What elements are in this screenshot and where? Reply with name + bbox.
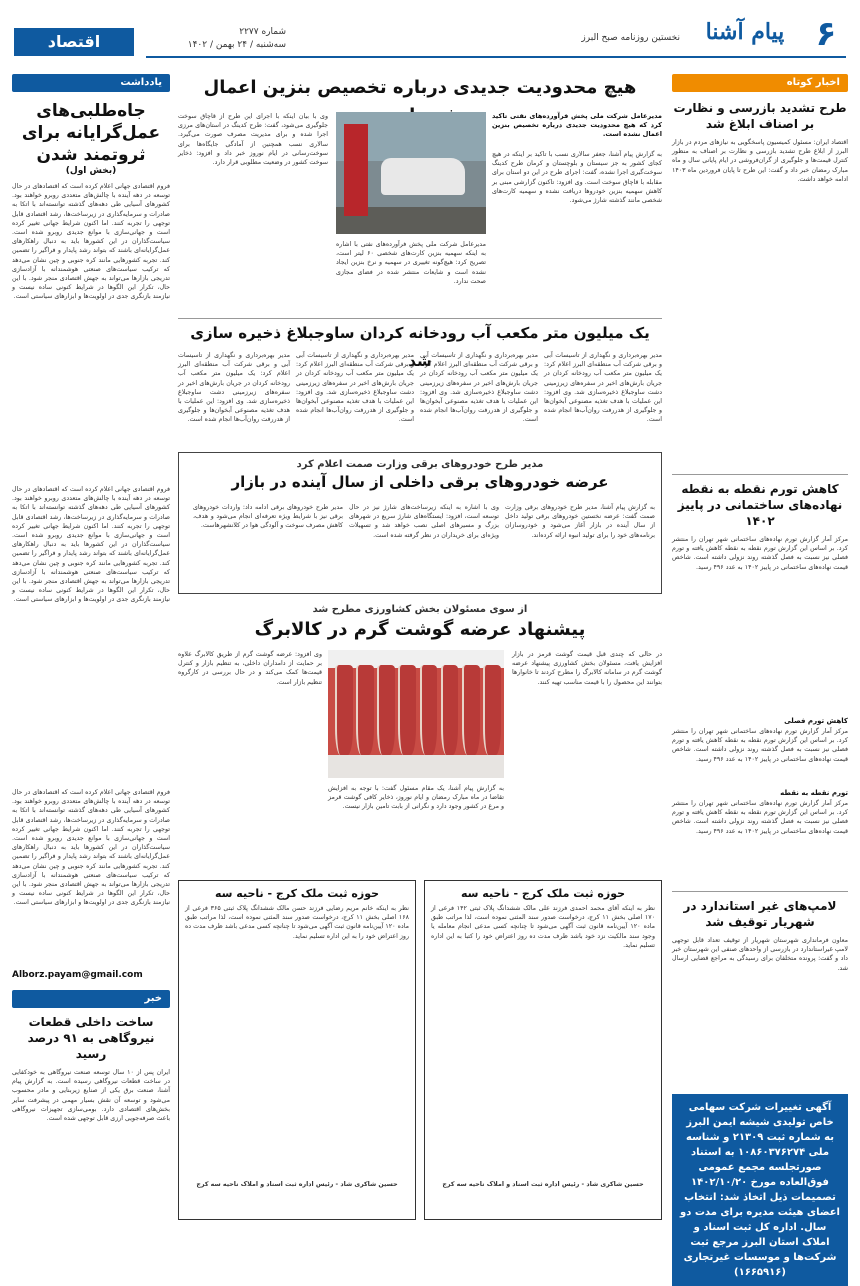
author-email: Alborz.payam@gmail.com	[12, 970, 143, 980]
water-body-col4: مدیر بهره‌برداری و نگهداری از تاسیسات آبی و برقی شرکت آب منطقه‌ای البرز اعلام کرد: یک میلیون متر مکعب آب رودخانه کردان در جریان بارش‌های اخیر در سفره‌های زیرزمینی دشت ساوجبلاغ ذخیره‌سازی شد. وی افزود: این عملیات با هدف تغذیه مصنوعی آبخوان‌ها و جلوگیری از هدررفت روان‌آب‌ها انجام شده است.	[178, 352, 290, 424]
water-headline: یک میلیون متر مکعب آب رودخانه کردان ساوجبلاغ ذخیره سازی شد	[190, 324, 650, 370]
item1-body: اقتصاد ایران: مسئول کمیسیون پاسخگویی به نیازهای مردم در بازار البرز از ابلاغ طرح تشدید بازرسی و نظارت بر اصناف به منظور کنترل قیمت‌ها و جلوگیری از گران‌فروشی در ایام پایانی سال و ماه مبارک رمضان خبر داد و گفت: این طرح تا پایان فروردین ماه ۱۴۰۳ ادامه خواهد داشت.	[672, 139, 848, 183]
opinion-column	[12, 74, 170, 1220]
item2-body-2: مرکز آمار گزارش تورم نهاده‌های ساختمانی شهر تهران را منتشر کرد. بر اساس این گزارش تورم نقطه به نقطه کاهش یافته و تورم فصلی نیز نسبت به فصل گذشته روند نزولی داشته است. شاخص قیمت نهاده‌های ساختمانی در پاییز ۱۴۰۲ به عدد ۴۹۶ رسید.	[672, 728, 848, 763]
meat-photo	[328, 650, 504, 778]
ev-article	[178, 452, 662, 594]
fuel-headline: هیچ محدودیت جدیدی درباره تخصیص بنزین اعمال	[203, 77, 637, 98]
fuel-station-photo	[336, 112, 486, 234]
newspaper-logo: پیام آشنا	[705, 19, 785, 45]
item2-title: کاهش تورم نقطه به نقطه نهاده‌های ساختمانی در پاییز ۱۴۰۲	[677, 482, 843, 528]
ev-headline: عرضه خودروهای برقی داخلی از سال آینده در بازار	[231, 473, 609, 491]
notice2-signature: حسین شاکری شاد - رئیس اداره ثبت اسناد و املاک ناحیه سه کرج	[196, 1181, 398, 1188]
fuel-lead: مدیرعامل شرکت ملی پخش فرآورده‌های نفتی تاکید کرد که هیچ محدودیت جدیدی درباره تخصیص بنزین اعمال نشده است.	[492, 112, 662, 139]
meat-headline: پیشنهاد عرضه گوشت گرم در کالابرگ	[254, 619, 586, 640]
water-body-col2: مدیر بهره‌برداری و نگهداری از تاسیسات آبی و برقی شرکت آب منطقه‌ای البرز اعلام کرد: یک میلیون متر مکعب آب رودخانه کردان در جریان بارش‌های اخیر در سفره‌های زیرزمینی دشت ساوجبلاغ ذخیره‌سازی شد. وی افزود: این عملیات با هدف تغذیه مصنوعی آبخوان‌ها و جلوگیری از هدررفت روان‌آب‌ها انجام شده است.	[420, 352, 538, 424]
legal-ad-box: آگهی تغییرات شرکت سهامی خاص تولیدی شیشه ایمن البرز به شماره ثبت ۲۱۳۰۹ و شناسه ملی ۱۰۸۶۰۳۷۶۲۷۴ به استناد صورتجلسه مجمع عمومی فوق‌العاده مورخ ۱۴۰۲/۱۰/۲۰ تصمیمات ذیل اتخاذ شد: انتخاب اعضای هیئت مدیره برای مدت دو سال. اداره کل ثبت اسناد و املاک استان البرز مرجع ثبت شرکت‌ها و موسسات غیرتجاری (۱۶۶۵۹۱۶)	[672, 1094, 848, 1286]
divider	[672, 474, 848, 475]
meat-body-left: وی افزود: عرضه گوشت گرم از طریق کالابرگ علاوه بر حمایت از دامداران داخلی، به تنظیم بازار و کنترل قیمت‌ها کمک می‌کند و در حال بررسی در کارگروه تنظیم بازار است.	[178, 651, 322, 686]
ev-body-mid: وی با اشاره به اینکه زیرساخت‌های شارژ نیز در حال توسعه است، افزود: ایستگاه‌های شارژ سریع در شهرهای بزرگ و مسیرهای اصلی نصب خواهد شد و تسهیلات ویژه‌ای برای خریداران در نظر گرفته شده است.	[349, 504, 499, 539]
note-subtitle: (بخش اول)	[65, 166, 117, 176]
news-title: ساخت داخلی قطعات نیروگاهی به ۹۱ درصد رسید	[27, 1015, 155, 1061]
water-article	[178, 318, 662, 439]
tagline: نخستین روزنامه صبح البرز	[581, 33, 680, 43]
page-header	[0, 0, 860, 62]
notice1-title: حوزه ثبت ملک کرج - ناحیه سه	[460, 887, 626, 900]
meat-body-right: در حالی که چندی قبل قیمت گوشت قرمز در بازار افزایش یافت، مسئولان بخش کشاورزی پیشنهاد عرضه گوشت گرم در سامانه کالابرگ را مطرح کردند تا خانوارها بتوانند این محصول را با قیمت مناسب تهیه کنند.	[512, 651, 662, 686]
item2-subhead-point: تورم نقطه به نقطه	[780, 789, 848, 797]
news-body: ایران پس از ۱۰ سال توسعه صنعت نیروگاهی به خودکفایی در ساخت قطعات نیروگاهی رسیده است. به گزارش پیام آشنا، صنعت برق یکی از صنایع زیربنایی و مادر محسوب می‌شود و توسعه آن نقش بسیار مهمی در پیشرفت سایر بخش‌های اقتصادی دارد. بومی‌سازی تجهیزات نیروگاهی باعث صرفه‌جویی ارزی قابل توجهی شده است.	[12, 1069, 170, 1123]
short-news-column	[672, 74, 848, 1278]
issue-number: شماره ۲۲۷۷	[239, 27, 286, 37]
page-number: ۶	[815, 14, 837, 54]
notice2-title: حوزه ثبت ملک کرج - ناحیه سه	[214, 887, 380, 900]
item2-body-3: مرکز آمار گزارش تورم نهاده‌های ساختمانی شهر تهران را منتشر کرد. بر اساس این گزارش تورم نقطه به نقطه کاهش یافته و تورم فصلی نیز نسبت به فصل گذشته روند نزولی داشته است. شاخص قیمت نهاده‌های ساختمانی در پاییز ۱۴۰۲ به عدد ۴۹۶ رسید.	[672, 800, 848, 835]
meat-kicker: از سوی مسئولان بخش کشاورزی مطرح شد	[312, 604, 528, 615]
registry-notice-2	[178, 880, 416, 1220]
short-news-label: اخبار کوتاه	[672, 74, 848, 92]
note-title: جاه‌طلبی‌های عمل‌گرایانه برای ثروتمند شدن	[21, 101, 161, 165]
item2-subhead-seasonal: کاهش تورم فصلی	[784, 717, 848, 725]
notice1-body: نظر به اینکه آقای محمد احمدی فرزند علی مالک ششدانگ پلاک ثبتی ۱۴۲ فرعی از ۱۷۰ اصلی بخش ۱۱ کرج، درخواست صدور سند المثنی نموده است، لذا مراتب طبق ماده ۱۲۰ آیین‌نامه قانون ثبت آگهی می‌شود تا چنانچه کسی مدعی انجام معامله یا وجود سند مالکیت نزد خود باشد ظرف مدت ده روز اعتراض خود را کتبا به این اداره تسلیم نماید.	[431, 905, 655, 949]
notice2-body: نظر به اینکه خانم مریم رضایی فرزند حسن مالک ششدانگ پلاک ثبتی ۳۶۵ فرعی از ۱۶۸ اصلی بخش ۱۱ کرج، درخواست صدور سند المثنی نموده است، لذا مراتب طبق ماده ۱۲۰ آیین‌نامه قانون ثبت آگهی می‌شود تا چنانچه کسی مدعی باشد ظرف مدت ده روز اعتراض خود را به این اداره تسلیم نماید.	[185, 905, 409, 940]
fuel-body-mid: مدیرعامل شرکت ملی پخش فرآورده‌های نفتی با اشاره به اینکه سهمیه بنزین کارت‌های شخصی ۶۰ لیتر است، تصریح کرد: هیچ‌گونه تغییری در سهمیه و نرخ بنزین ایجاد نشده است و شایعات منتشر شده در فضای مجازی صحت ندارد.	[336, 241, 487, 285]
note-label: یادداشت	[12, 74, 170, 92]
section-label: اقتصاد	[14, 28, 134, 56]
item1-title: طرح تشدید بازرسی و نظارت بر اصناف ابلاغ شد	[673, 101, 847, 131]
note-body-3: فروم اقتصادی جهانی اعلام کرده است که اقتصادهای در حال توسعه در دهه آینده با چالش‌های متعددی روبرو خواهند بود. کشورهای آسیایی طی دهه‌های گذشته توانسته‌اند با اتکا به صادرات و سرمایه‌گذاری در زیرساخت‌ها، رشد اقتصادی قابل توجهی را تجربه کنند. اما اکنون شرایط جهانی تغییر کرده است و جهانی‌سازی با موانع جدیدی روبرو شده است. سیاست‌گذاران در این کشورها باید به دنبال راهکارهای عمل‌گرایانه‌ای باشند که بتواند رشد پایدار و فراگیر را تضمین کند. تجربه کشورهایی مانند کره جنوبی و چین نشان می‌دهد که ترکیب سیاست‌های صنعتی هوشمندانه با آزادسازی تدریجی بازارها می‌تواند به جهش اقتصادی منجر شود. با این حال، تکرار این الگوها در شرایط کنونی ساده نیست و نیازمند بازنگری جدی در اولویت‌ها و ابزارهای سیاستی است.	[12, 789, 170, 907]
note-body-1: فروم اقتصادی جهانی اعلام کرده است که اقتصادهای در حال توسعه در دهه آینده با چالش‌های متعددی روبرو خواهند بود. کشورهای آسیایی طی دهه‌های گذشته توانسته‌اند با اتکا به صادرات و سرمایه‌گذاری در زیرساخت‌ها، رشد اقتصادی قابل توجهی را تجربه کنند. اما اکنون شرایط جهانی تغییر کرده است و جهانی‌سازی با موانع جدیدی روبرو شده است. سیاست‌گذاران در این کشورها باید به دنبال راهکارهای عمل‌گرایانه‌ای باشند که بتواند رشد پایدار و فراگیر را تضمین کند. تجربه کشورهایی مانند کره جنوبی و چین نشان می‌دهد که ترکیب سیاست‌های صنعتی هوشمندانه با آزادسازی تدریجی بازارها می‌تواند به جهش اقتصادی منجر شود. با این حال، تکرار این الگوها در شرایط کنونی ساده نیست و نیازمند بازنگری جدی در اولویت‌ها و ابزارهای سیاستی است.	[12, 183, 170, 301]
meat-body-mid: به گزارش پیام آشنا، یک مقام مسئول گفت: با توجه به افزایش تقاضا در ماه مبارک رمضان و ایام نوروز، ذخایر کافی گوشت قرمز و مرغ در کشور وجود دارد و نگرانی از بابت تامین بازار نیست.	[328, 785, 504, 811]
fuel-article	[178, 74, 662, 324]
water-body-col3: مدیر بهره‌برداری و نگهداری از تاسیسات آبی و برقی شرکت آب منطقه‌ای البرز اعلام کرد: یک میلیون متر مکعب آب رودخانه کردان در جریان بارش‌های اخیر در سفره‌های زیرزمینی دشت ساوجبلاغ ذخیره‌سازی شد. وی افزود: این عملیات با هدف تغذیه مصنوعی آبخوان‌ها و جلوگیری از هدررفت روان‌آب‌ها انجام شده است.	[296, 352, 414, 424]
header-divider	[146, 56, 846, 58]
issue-info	[146, 26, 286, 52]
fuel-body-left: وی با بیان اینکه با اجرای این طرح از قاچاق سوخت جلوگیری می‌شود، گفت: طرح کدینگ در استان‌های مرزی اجرا شده و برای مدیریت مصرف صورت می‌گیرد. سالاری نسب همچنین از آمادگی جایگاه‌ها برای سوخت‌رسانی در ایام نوروز خبر داد و افزود: ذخایر سوخت کشور در وضعیت مطلوبی قرار دارد.	[178, 113, 328, 167]
meat-article	[178, 604, 662, 864]
ev-kicker: مدیر طرح خودروهای برقی وزارت صمت اعلام کرد	[296, 459, 544, 470]
fuel-body-right: به گزارش پیام آشنا، جعفر سالاری نسب با تاکید بر اینکه در هیچ کجای کشور به جز سیستان و بلوچستان و کرمان طرح کدینگ سوخت‌گیری اجرا نشده، گفت: اجرای طرح در این دو استان برای مقابله با قاچاق سوخت است. وی افزود: تاکنون گزارشی مبنی بر کاهش سهمیه بنزین خودروها دریافت نشده و سهمیه کارت‌های شخصی مانند گذشته شارژ می‌شود.	[492, 151, 662, 205]
news-label: خبر	[12, 990, 170, 1008]
ev-body-left: مدیر طرح خودروهای برقی ادامه داد: واردات خودروهای برقی نیز با شرایط ویژه تعرفه‌ای انجام می‌شود و هدف، کاهش مصرف سوخت و آلودگی هوا در کلانشهرهاست.	[193, 504, 343, 530]
item2-body: مرکز آمار گزارش تورم نهاده‌های ساختمانی شهر تهران را منتشر کرد. بر اساس این گزارش تورم نقطه به نقطه کاهش یافته و تورم فصلی نیز نسبت به فصل گذشته روند نزولی داشته است. شاخص قیمت نهاده‌های ساختمانی در پاییز ۱۴۰۲ به عدد ۴۹۶ رسید.	[672, 536, 848, 571]
ev-body-right: به گزارش پیام آشنا، مدیر طرح خودروهای برقی وزارت صمت گفت: عرضه نخستین خودروهای برقی تولید داخل از سال آینده در بازار آغاز می‌شود و خودروسازان برنامه‌های خود را برای تولید انبوه ارائه کرده‌اند.	[505, 504, 655, 539]
notice1-signature: حسین شاکری شاد - رئیس اداره ثبت اسناد و املاک ناحیه سه کرج	[442, 1181, 644, 1188]
water-body-col1: مدیر بهره‌برداری و نگهداری از تاسیسات آبی و برقی شرکت آب منطقه‌ای البرز اعلام کرد: یک میلیون متر مکعب آب رودخانه کردان در جریان بارش‌های اخیر در سفره‌های زیرزمینی دشت ساوجبلاغ ذخیره‌سازی شد. وی افزود: این عملیات با هدف تغذیه مصنوعی آبخوان‌ها و جلوگیری از هدررفت روان‌آب‌ها انجام شده است.	[544, 352, 662, 424]
registry-notice-1	[424, 880, 662, 1220]
divider	[672, 891, 848, 892]
item3-body: معاون فرمانداری شهرستان شهریار از توقیف تعداد قابل توجهی لامپ غیراستاندارد در بازرسی از واحدهای صنفی این شهرستان خبر داد و گفت: پرونده متخلفان برای رسیدگی به مراجع قضایی ارسال شد.	[672, 937, 848, 972]
item3-title: لامپ‌های غیر استاندارد در شهریار توقیف شد	[683, 899, 837, 929]
note-body-2: فروم اقتصادی جهانی اعلام کرده است که اقتصادهای در حال توسعه در دهه آینده با چالش‌های متعددی روبرو خواهند بود. کشورهای آسیایی طی دهه‌های گذشته توانسته‌اند با اتکا به صادرات و سرمایه‌گذاری در زیرساخت‌ها، رشد اقتصادی قابل توجهی را تجربه کنند. اما اکنون شرایط جهانی تغییر کرده است و جهانی‌سازی با موانع جدیدی روبرو شده است. سیاست‌گذاران در این کشورها باید به دنبال راهکارهای عمل‌گرایانه‌ای باشند که بتواند رشد پایدار و فراگیر را تضمین کند. تجربه کشورهایی مانند کره جنوبی و چین نشان می‌دهد که ترکیب سیاست‌های صنعتی هوشمندانه با آزادسازی تدریجی بازارها می‌تواند به جهش اقتصادی منجر شود. با این حال، تکرار این الگوها در شرایط کنونی ساده نیست و نیازمند بازنگری جدی در اولویت‌ها و ابزارهای سیاستی است.	[12, 486, 170, 604]
issue-date: سه‌شنبه / ۲۴ بهمن / ۱۴۰۲	[187, 40, 286, 50]
